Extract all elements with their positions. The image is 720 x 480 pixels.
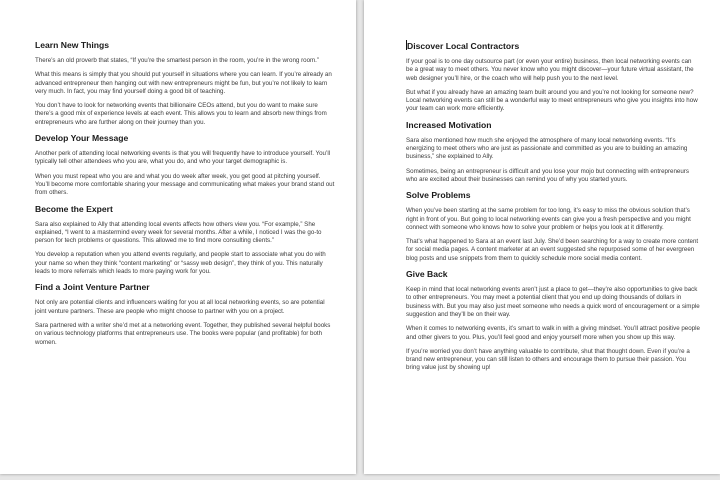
paragraph: Sometimes, being an entrepreneur is difficult and you lose your mojo but connecting with entrepreneurs who are excited about their businesses can remind you of why you started yours. <box>406 167 689 183</box>
section-discover-local-contractors <box>406 40 700 114</box>
document-page-right[interactable] <box>364 0 720 474</box>
paragraph: When you’ve been starting at the same problem for too long, it’s easy to miss the obvious solution that’s right in front of you. But going to local networking events can give you a fresh perspective and you might connect with someone who knows how to solve your problem or helps you look at it differently. <box>406 207 691 231</box>
section-heading: Find a Joint Venture Partner <box>35 282 150 293</box>
section-develop-your-message <box>35 133 336 197</box>
section-increased-motivation <box>406 120 700 184</box>
paragraph: Keep in mind that local networking events aren’t just a place to get—they’re also opportunities to give back to other entrepreneurs. You may meet a potential client that you end up doing thousands of dollars in business with. But you may also just meet someone who needs a quick word of encouragement or a simple suggestion and they’ll be on their way. <box>406 286 700 318</box>
paragraph: When it comes to networking events, it’s smart to walk in with a giving mindset. You’ll attract positive people and other givers to you. Plus, you’ll feel good and enjoy yourself more when you show up this way. <box>406 325 700 341</box>
paragraph: But what if you already have an amazing team built around you and you’re not looking for someone new? Local networking events can still be a wonderful way to meet entrepreneurs who give you insights into how your team can work more efficiently. <box>406 88 698 113</box>
paragraph: What this means is simply that you should put yourself in situations where you can learn. If you’re already an advanced entrepreneur then hanging out with new entrepreneurs might be fun, but you’re not likely to learn very much. In fact, you may find yourself doing a good bit of teaching. <box>35 71 332 95</box>
paragraph: Sara partnered with a writer she’d met at a networking event. Together, they published several helpful books on various technology platforms that entrepreneurs use. The books were popular (and profitable) for both women. <box>35 321 331 346</box>
section-solve-problems <box>406 190 700 263</box>
paragraph: Sara also explained to Ally that attending local events affects how others view you. “For example,” She explained, “I went to a mastermind every week for several months. After a while, I noticed I was the go-to person for tech problems or questions. This allowed me to find more consulting clients.” <box>35 220 322 245</box>
paragraph: You develop a reputation when you attend events regularly, and people start to associate what you do with your name so when they think “content marketing” or “sassy web design”, they think of you. This naturally leads to more referrals which leads to more paying work for you. <box>35 251 326 276</box>
document-page-left[interactable] <box>0 0 356 474</box>
section-heading: Give Back <box>406 269 448 280</box>
section-heading: Discover Local Contractors <box>407 41 520 51</box>
section-heading: Solve Problems <box>406 190 471 201</box>
section-heading-row <box>406 40 700 52</box>
paragraph: Another perk of attending local networking events is that you will frequently have to introduce yourself. You’ll typically tell other attendees who you are, what you do, and who your target demographic is. <box>35 150 331 166</box>
section-become-the-expert <box>35 204 336 277</box>
paragraph: If your goal is to one day outsource part (or even your entire) business, then local networking events can be a great way to meet others. You never know who you might discover—your future virtual assistant, the web designer you’ll hire, or the coach who will help push you to the next level. <box>406 58 694 82</box>
paragraph: Not only are potential clients and influencers waiting for you at all local networking events, so are potential joint venture partners. These are people who might choose to partner with you on a project. <box>35 299 325 315</box>
section-heading: Learn New Things <box>35 40 110 50</box>
paragraph: When you must repeat who you are and what you do week after week, you get good at pitching yourself. You’ll become more comfortable sharing your message and communicating what makes your brand stand out from others. <box>35 172 335 197</box>
paragraph: Sara also mentioned how much she enjoyed the atmosphere of many local networking events. “It’s energizing to meet others who are just as passionate and committed as you are to building an amazing business,” she explained to Ally. <box>406 136 688 161</box>
paragraph: You don’t have to look for networking events that billionaire CEOs attend, but you do want to make sure there’s a good mix of experience levels at each event. This allows you to learn and absorb new things from entrepreneurs who are further along on their journey than you. <box>35 102 327 126</box>
section-give-back <box>406 269 700 373</box>
section-heading: Develop Your Message <box>35 133 129 144</box>
section-heading: Become the Expert <box>35 203 113 214</box>
section-learn-new-things <box>35 40 336 127</box>
section-heading: Increased Motivation <box>406 119 492 130</box>
paragraph: There’s an old proverb that states, “If you’re the smartest person in the room, you’re in the wrong room.” <box>35 57 319 64</box>
paragraph: If you’re worried you don’t have anything valuable to contribute, shut that thought down. Even if you’re a brand new entrepreneur, you can still listen to others and encourage them to pursue their passion. You bring value just by showing up! <box>406 347 690 372</box>
section-find-a-joint-venture-partner <box>35 282 336 346</box>
paragraph: That’s what happened to Sara at an event last July. She’d been searching for a way to create more content for social media pages. A content marketer at an event suggested she repurposed some of her evergreen blog posts and use snippets from them to quickly schedule more social media content. <box>406 238 699 262</box>
